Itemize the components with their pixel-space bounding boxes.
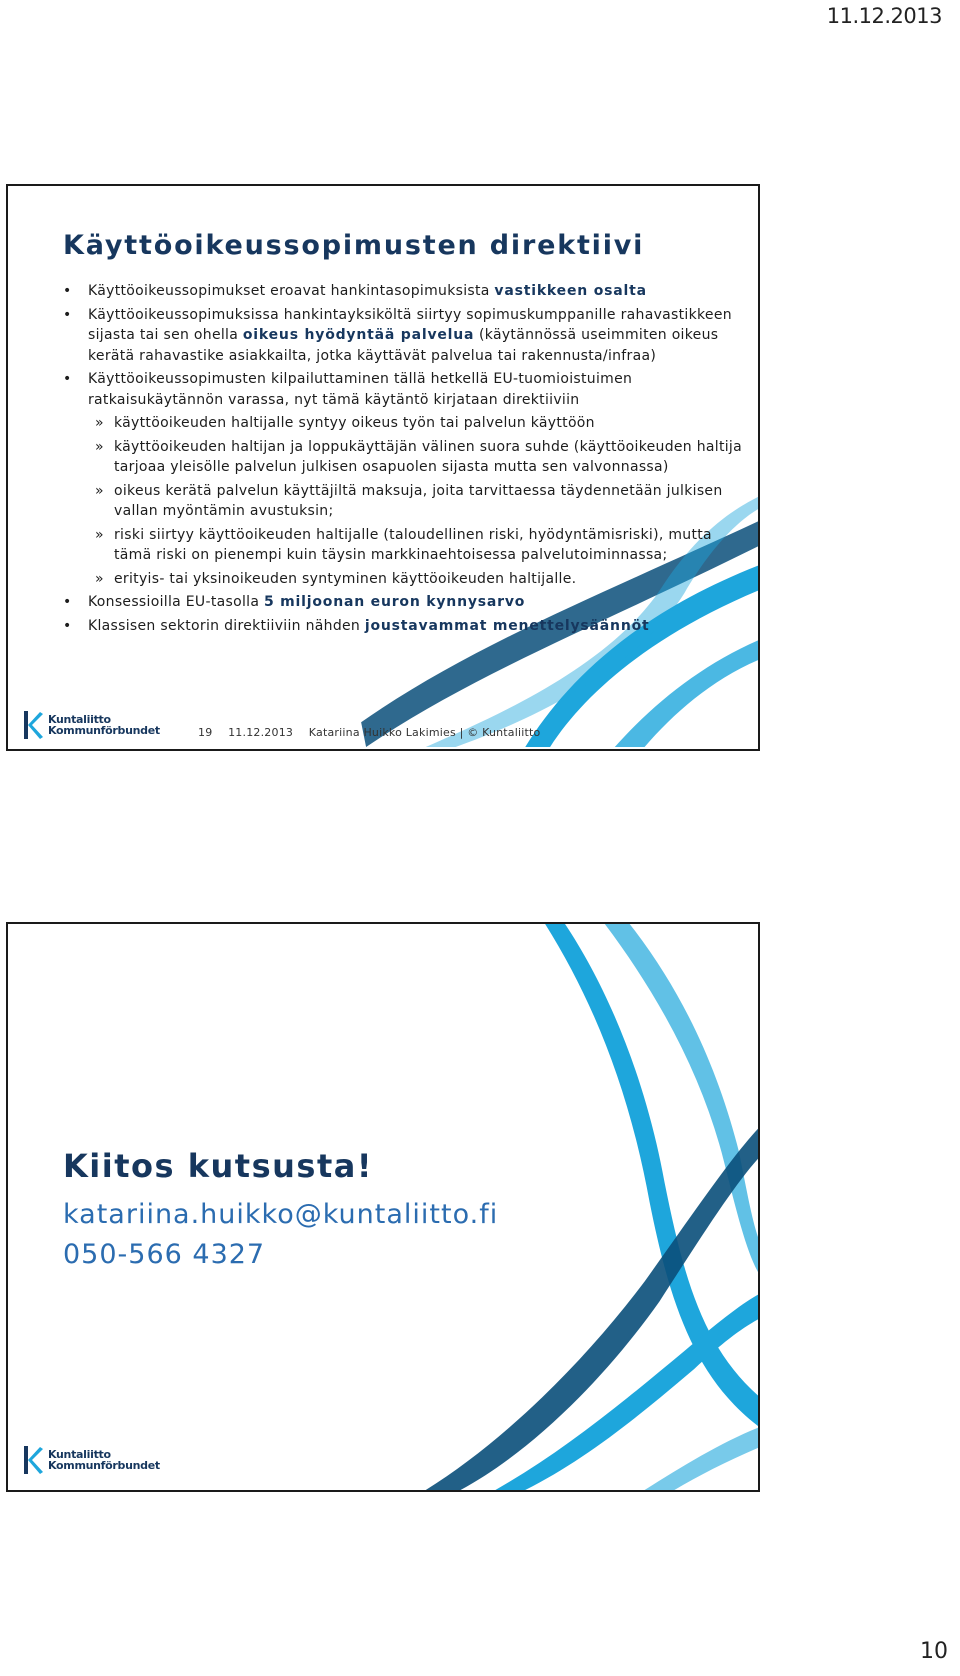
slide-number: 19 xyxy=(198,726,213,739)
footer-author: Katariina Huikko Lakimies | © Kuntaliitto xyxy=(308,726,541,739)
sub-list-item: » käyttöoikeuden haltijan ja loppukäyttäjän välinen suora suhde (käyttöoikeuden haltija tarjoaa yleisölle palvelun julkisen osapuolen sijasta mutta sen valvonnassa) xyxy=(62,437,750,478)
page-number: 10 xyxy=(920,1639,948,1664)
bullet-list xyxy=(62,281,750,639)
contact-phone: 050-566 4327 xyxy=(63,1239,266,1270)
sub-list-item: » erityis- tai yksinoikeuden syntyminen käyttöoikeuden haltijalle. xyxy=(62,569,750,590)
list-item: • Käyttöoikeussopimuksissa hankintayksiköltä siirtyy sopimuskumppanille rahavastikkeen sijasta tai sen ohella oikeus hyödyntää palvelua (käytännössä useimmiten oikeus kerätä rahavastike asiakkailta, jotka käyttävät palvelua tai rakennusta/infraa) xyxy=(62,305,750,367)
list-item: • Konsessioilla EU-tasolla 5 miljoonan euron kynnysarvo xyxy=(62,592,750,613)
logo-line2: Kommunförbundet xyxy=(48,724,160,737)
page-date: 11.12.2013 xyxy=(826,4,942,28)
slide-19 xyxy=(6,184,760,751)
contact-email: katariina.huikko@kuntaliitto.fi xyxy=(63,1199,499,1230)
slide-thanks xyxy=(6,922,760,1492)
list-item: • Käyttöoikeussopimukset eroavat hankintasopimuksista vastikkeen osalta xyxy=(62,281,750,302)
list-item: • Klassisen sektorin direktiiviin nähden joustavammat menettelysäännöt xyxy=(62,616,750,637)
logo-mark-icon xyxy=(22,1444,44,1476)
logo-mark-icon xyxy=(22,709,44,741)
list-item: • Käyttöoikeussopimusten kilpailuttaminen tällä hetkellä EU-tuomioistuimen ratkaisukäytännön varassa, nyt tämä käytäntö kirjataan direktiiviin xyxy=(62,369,750,410)
thanks-title: Kiitos kutsusta! xyxy=(63,1147,373,1185)
logo-line1: Kuntaliitto xyxy=(48,1448,111,1461)
kuntaliitto-logo xyxy=(22,709,160,741)
sub-list-item: » oikeus kerätä palvelun käyttäjiltä maksuja, joita tarvittaessa täydennetään julkisen vallan myöntämin avustuksin; xyxy=(62,481,750,522)
logo-line2: Kommunförbundet xyxy=(48,1459,160,1472)
logo-line1: Kuntaliitto xyxy=(48,713,111,726)
kuntaliitto-logo xyxy=(22,1444,160,1476)
sub-list-item: » käyttöoikeuden haltijalle syntyy oikeus työn tai palvelun käyttöön xyxy=(62,413,750,434)
slide-footer xyxy=(198,726,552,739)
sub-list-item: » riski siirtyy käyttöoikeuden haltijalle (taloudellinen riski, hyödyntämisriski), mutta tämä riski on pienempi kuin täysin markkinaehtoisessa palvelutoiminnassa; xyxy=(62,525,750,566)
slide-title: Käyttöoikeussopimusten direktiivi xyxy=(63,230,645,261)
footer-date: 11.12.2013 xyxy=(228,726,294,739)
